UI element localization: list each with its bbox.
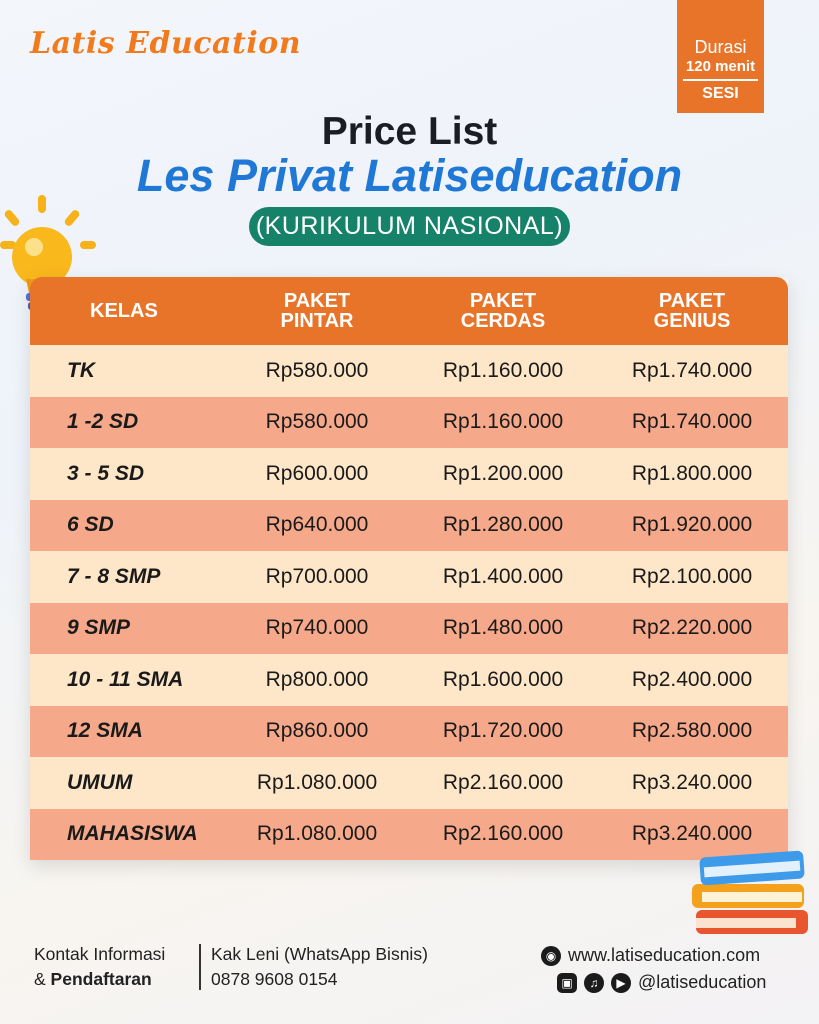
price-genius: Rp1.800.000 — [631, 461, 753, 485]
price-genius: Rp1.740.000 — [631, 358, 753, 382]
contact-line1: Kontak Informasi — [34, 944, 166, 964]
contact-phone[interactable]: 0878 9608 0154 — [211, 969, 338, 989]
row-kelas: 3 - 5 SD — [67, 461, 145, 485]
table-row — [30, 397, 788, 449]
table-row — [30, 809, 788, 861]
youtube-icon[interactable]: ▶ — [611, 973, 631, 993]
contact-info-label — [34, 942, 165, 992]
table-row — [30, 345, 788, 397]
row-kelas: TK — [67, 358, 95, 382]
globe-icon: ◉ — [541, 946, 561, 966]
price-genius: Rp1.740.000 — [631, 410, 753, 434]
badge-duration-label: Durasi — [694, 37, 747, 57]
price-table — [30, 277, 788, 860]
price-cerdas: Rp1.160.000 — [442, 358, 564, 382]
price-genius: Rp2.580.000 — [631, 719, 753, 743]
table-row — [30, 654, 788, 706]
contact-person-name: Kak Leni (WhatsApp Bisnis) — [211, 944, 428, 964]
duration-badge — [677, 0, 764, 113]
contact-person — [211, 942, 428, 992]
price-cerdas: Rp2.160.000 — [442, 770, 564, 794]
price-cerdas: Rp1.600.000 — [442, 667, 564, 691]
price-pintar: Rp860.000 — [265, 719, 369, 743]
instagram-icon[interactable]: ▣ — [557, 973, 577, 993]
curriculum-badge: (KURIKULUM NASIONAL) — [249, 207, 570, 246]
table-row — [30, 757, 788, 809]
price-genius: Rp2.220.000 — [631, 616, 753, 640]
registration-label: Pendaftaran — [50, 969, 152, 989]
price-genius: Rp1.920.000 — [631, 513, 753, 537]
contact-line2-prefix: & — [34, 969, 51, 989]
price-pintar: Rp1.080.000 — [256, 770, 378, 794]
price-pintar: Rp1.080.000 — [256, 822, 378, 846]
social-handle[interactable]: @latiseducation — [638, 972, 767, 992]
contact-line2 — [34, 967, 165, 992]
tiktok-icon[interactable]: ♫ — [584, 973, 604, 993]
price-pintar: Rp600.000 — [265, 461, 369, 485]
books-icon — [690, 848, 815, 948]
price-cerdas: Rp1.480.000 — [442, 616, 564, 640]
price-pintar: Rp700.000 — [265, 564, 369, 588]
price-cerdas: Rp1.720.000 — [442, 719, 564, 743]
row-kelas: 7 - 8 SMP — [67, 564, 161, 588]
header-paket-cerdas: PAKET CERDAS — [460, 290, 546, 332]
price-genius: Rp3.240.000 — [631, 770, 753, 794]
price-cerdas: Rp1.160.000 — [442, 410, 564, 434]
row-kelas: 1 -2 SD — [67, 410, 139, 434]
price-genius: Rp3.240.000 — [631, 822, 753, 846]
price-genius: Rp2.400.000 — [631, 667, 753, 691]
header-kelas: KELAS — [90, 300, 158, 322]
row-kelas: 6 SD — [67, 513, 114, 537]
row-kelas: 9 SMP — [67, 616, 131, 640]
price-pintar: Rp800.000 — [265, 667, 369, 691]
price-cerdas: Rp1.400.000 — [442, 564, 564, 588]
row-kelas: UMUM — [67, 770, 133, 794]
website-link[interactable]: www.latiseducation.com — [568, 945, 761, 965]
table-row — [30, 448, 788, 500]
row-kelas: 10 - 11 SMA — [67, 667, 184, 691]
row-kelas: 12 SMA — [67, 719, 143, 743]
table-row — [30, 500, 788, 552]
row-kelas: MAHASISWA — [67, 822, 198, 846]
social-links — [541, 942, 766, 996]
badge-duration-value: 120 menit — [685, 58, 756, 75]
brand-logo: Latis Education — [30, 26, 302, 61]
table-row — [30, 551, 788, 603]
price-pintar: Rp580.000 — [265, 358, 369, 382]
price-pintar: Rp740.000 — [265, 616, 369, 640]
page-title: Price List — [321, 110, 498, 153]
price-cerdas: Rp2.160.000 — [442, 822, 564, 846]
header-paket-pintar: PAKET PINTAR — [280, 290, 354, 332]
page-subtitle: Les Privat Latiseducation — [136, 150, 683, 201]
price-pintar: Rp580.000 — [265, 410, 369, 434]
price-genius: Rp2.100.000 — [631, 564, 753, 588]
price-cerdas: Rp1.280.000 — [442, 513, 564, 537]
price-cerdas: Rp1.200.000 — [442, 461, 564, 485]
price-table-header — [30, 277, 788, 345]
table-row — [30, 706, 788, 758]
price-pintar: Rp640.000 — [265, 513, 369, 537]
badge-divider — [683, 79, 758, 81]
table-row — [30, 603, 788, 655]
header-paket-genius: PAKET GENIUS — [653, 290, 731, 332]
badge-unit: SESI — [702, 85, 739, 102]
footer-divider — [199, 944, 201, 990]
